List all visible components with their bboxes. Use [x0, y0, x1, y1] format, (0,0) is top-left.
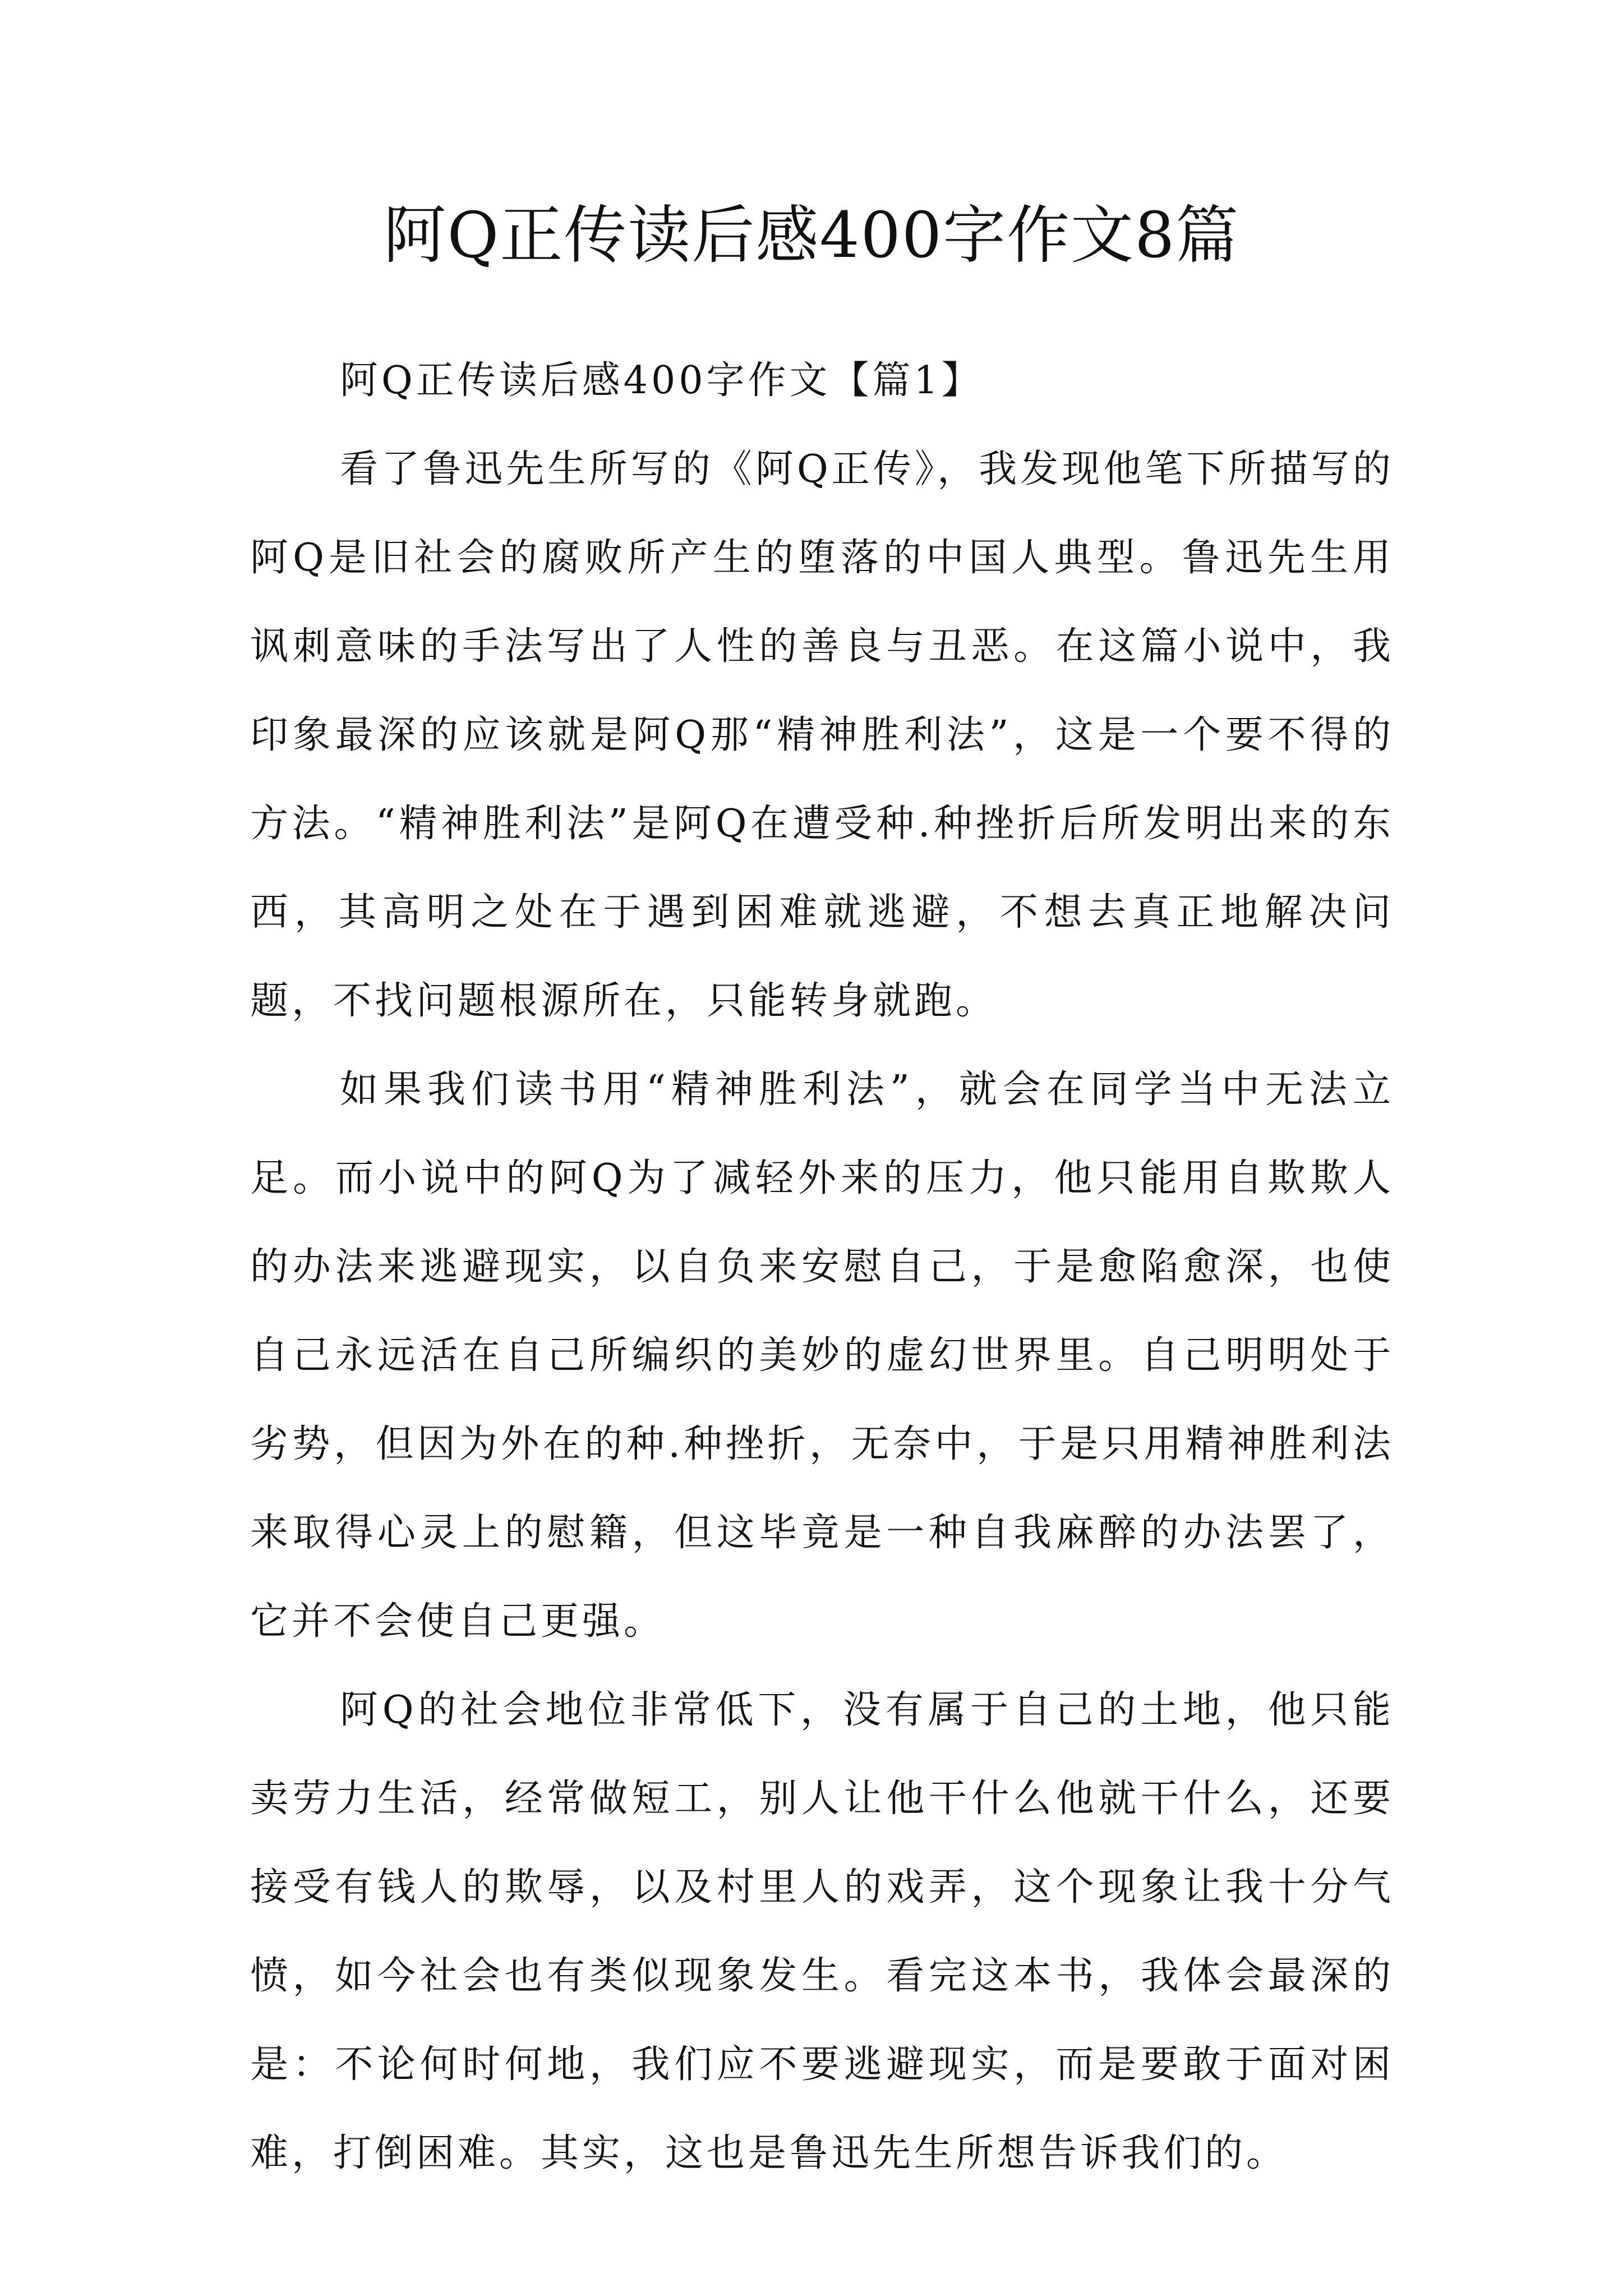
paragraph-3: 阿Q的社会地位非常低下，没有属于自己的土地，他只能卖劳力生活，经常做短工，别人让他干什么他就干什么，还要接受有钱人的欺辱，以及村里人的戏弄，这个现象让我十分气愤，如今社会也有类似现象发生。看完这本书，我体会最深的是：不论何时何地，我们应不要逃避现实，而是要敢于面对困难，打倒困难。其实，这也是鲁迅先生所想告诉我们的。: [250, 1688, 1394, 2175]
section-heading: 阿Q正传读后感400字作文【篇1】: [340, 358, 983, 403]
document-body: [250, 337, 1394, 2198]
paragraph-2: 如果我们读书用“精神胜利法”，就会在同学当中无法立足。而小说中的阿Q为了减轻外来的压力，他只能用自欺欺人的办法来逃避现实，以自负来安慰自己，于是愈陷愈深，也使自己永远活在自己所编织的美妙的虚幻世界里。自己明明处于劣势，但因为外在的种.种挫折，无奈中，于是只用精神胜利法来取得心灵上的慰籍，但这毕竟是一种自我麻醉的办法罢了，它并不会使自己更强。: [250, 1068, 1394, 1644]
paragraph-1: 看了鲁迅先生所写的《阿Q正传》，我发现他笔下所描写的阿Q是旧社会的腐败所产生的堕落的中国人典型。鲁迅先生用讽刺意味的手法写出了人性的善良与丑恶。在这篇小说中，我印象最深的应该就是阿Q那“精神胜利法”，这是一个要不得的方法。“精神胜利法”是阿Q在遭受种.种挫折后所发明出来的东西，其高明之处在于遇到困难就逃避，不想去真正地解决问题，不找问题根源所在，只能转身就跑。: [250, 447, 1394, 1023]
document-title: 阿Q正传读后感400字作文8篇: [383, 199, 1240, 272]
